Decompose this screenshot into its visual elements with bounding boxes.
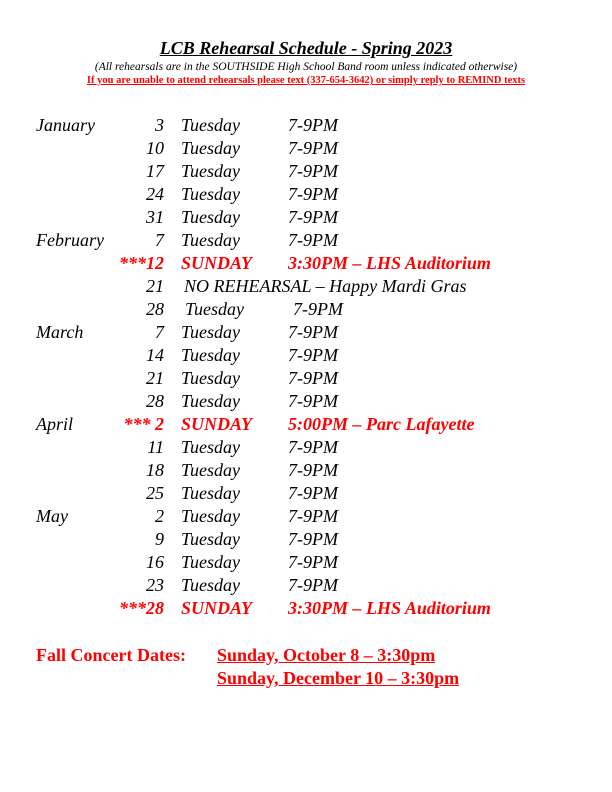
day-number: 7	[155, 230, 164, 250]
weekday: Tuesday	[181, 161, 241, 181]
time: 7-9PM	[288, 115, 338, 135]
attendance-notice: If you are unable to attend rehearsals please text (337-654-3642) or simply reply to REMIND texts	[86, 75, 526, 86]
fall-concert-label: Fall Concert Dates:	[36, 645, 186, 665]
schedule-row	[0, 459, 612, 482]
schedule-row	[0, 344, 612, 367]
weekday: Tuesday	[181, 483, 241, 503]
weekday: Tuesday	[181, 138, 241, 158]
schedule-row	[0, 183, 612, 206]
day-number: 21	[146, 276, 164, 296]
time: 7-9PM	[288, 345, 338, 365]
time: 7-9PM	[288, 184, 338, 204]
schedule-row	[0, 436, 612, 459]
time: 7-9PM	[288, 138, 338, 158]
schedule-row	[0, 390, 612, 413]
time: 7-9PM	[293, 299, 343, 319]
weekday: Tuesday	[181, 184, 241, 204]
weekday: Tuesday	[181, 575, 241, 595]
schedule-row-special	[0, 597, 612, 620]
schedule-row-special	[0, 413, 612, 436]
schedule-row	[0, 482, 612, 505]
day-number: 21	[146, 368, 164, 388]
time: 7-9PM	[288, 552, 338, 572]
day-number: 18	[146, 460, 164, 480]
document-header	[0, 38, 612, 87]
month-label: January	[36, 115, 95, 135]
weekday: SUNDAY	[181, 253, 253, 273]
day-number: ***12	[119, 253, 164, 273]
rehearsal-schedule	[0, 114, 612, 620]
time: 7-9PM	[288, 207, 338, 227]
time: 5:00PM – Parc Lafayette	[288, 414, 475, 434]
time: 7-9PM	[288, 506, 338, 526]
day-number: 7	[155, 322, 164, 342]
month-label: February	[36, 230, 104, 250]
weekday: Tuesday	[181, 391, 241, 411]
weekday: Tuesday	[181, 529, 241, 549]
time: 7-9PM	[288, 161, 338, 181]
weekday: Tuesday	[181, 207, 241, 227]
schedule-row	[0, 367, 612, 390]
day-number: *** 2	[123, 414, 164, 434]
schedule-row	[0, 229, 612, 252]
day-number: 28	[146, 391, 164, 411]
schedule-row	[0, 298, 612, 321]
schedule-row	[0, 160, 612, 183]
time: 7-9PM	[288, 483, 338, 503]
day-number: 9	[155, 529, 164, 549]
schedule-row	[0, 206, 612, 229]
month-label: May	[36, 506, 68, 526]
weekday: SUNDAY	[181, 598, 253, 618]
day-number: 28	[146, 299, 164, 319]
weekday: Tuesday	[181, 506, 241, 526]
weekday: Tuesday	[181, 368, 241, 388]
schedule-row	[0, 528, 612, 551]
weekday: Tuesday	[181, 460, 241, 480]
day-number: 16	[146, 552, 164, 572]
weekday: Tuesday	[181, 345, 241, 365]
day-number: 25	[146, 483, 164, 503]
schedule-row	[0, 505, 612, 528]
day-number: 3	[155, 115, 164, 135]
time: 7-9PM	[288, 322, 338, 342]
schedule-row-note	[0, 275, 612, 298]
weekday: Tuesday	[181, 322, 241, 342]
month-label: April	[36, 414, 74, 434]
no-rehearsal-note: NO REHEARSAL – Happy Mardi Gras	[184, 276, 467, 296]
weekday: Tuesday	[181, 552, 241, 572]
location-subtitle: (All rehearsals are in the SOUTHSIDE High School Band room unless indicated otherwise)	[94, 61, 518, 73]
time: 7-9PM	[288, 575, 338, 595]
month-label: March	[36, 322, 84, 342]
weekday: Tuesday	[181, 230, 241, 250]
schedule-row	[0, 574, 612, 597]
time: 3:30PM – LHS Auditorium	[288, 253, 491, 273]
schedule-row-special	[0, 252, 612, 275]
time: 7-9PM	[288, 368, 338, 388]
time: 7-9PM	[288, 529, 338, 549]
weekday: Tuesday	[181, 437, 241, 457]
time: 7-9PM	[288, 391, 338, 411]
day-number: 11	[147, 437, 164, 457]
schedule-row	[0, 114, 612, 137]
schedule-row	[0, 137, 612, 160]
weekday: SUNDAY	[181, 414, 253, 434]
fall-concert-date-2: Sunday, December 10 – 3:30pm	[217, 668, 460, 688]
time: 7-9PM	[288, 230, 338, 250]
day-number: 31	[146, 207, 164, 227]
time: 3:30PM – LHS Auditorium	[288, 598, 491, 618]
day-number: 17	[146, 161, 164, 181]
day-number: 2	[155, 506, 164, 526]
day-number: 24	[146, 184, 164, 204]
time: 7-9PM	[288, 460, 338, 480]
day-number: ***28	[119, 598, 164, 618]
day-number: 10	[146, 138, 164, 158]
schedule-row	[0, 321, 612, 344]
time: 7-9PM	[288, 437, 338, 457]
schedule-row	[0, 551, 612, 574]
page-title: LCB Rehearsal Schedule - Spring 2023	[159, 38, 453, 58]
fall-concert-date-1: Sunday, October 8 – 3:30pm	[217, 645, 436, 665]
day-number: 14	[146, 345, 164, 365]
weekday: Tuesday	[185, 299, 245, 319]
day-number: 23	[146, 575, 164, 595]
weekday: Tuesday	[181, 115, 241, 135]
